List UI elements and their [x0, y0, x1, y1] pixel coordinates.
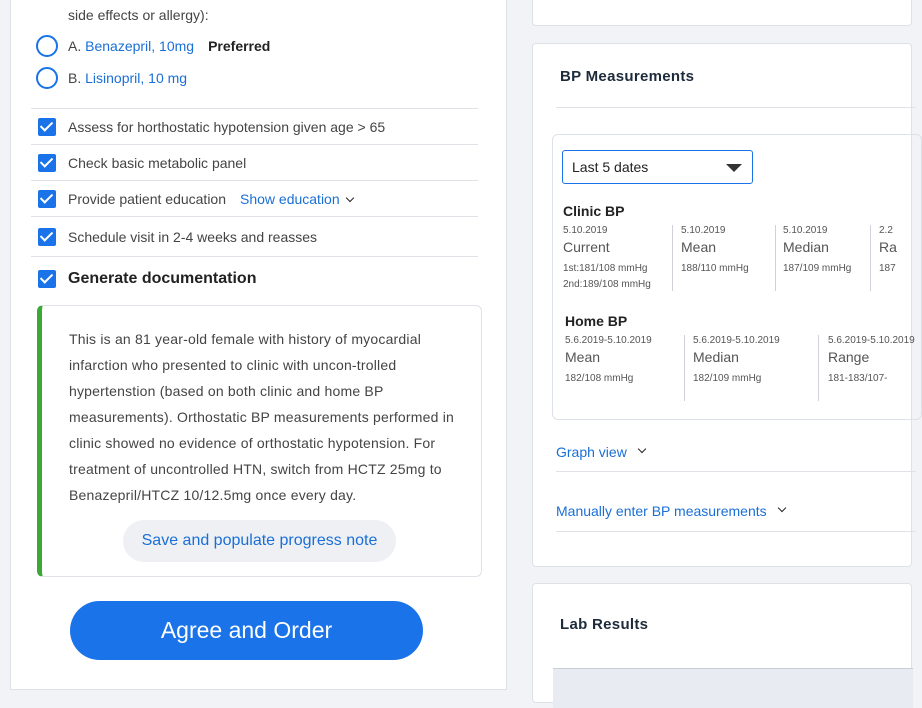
home-range-label: Range — [828, 349, 870, 365]
clinic-range-label: Ra — [879, 239, 897, 255]
check-label-documentation: Generate documentation — [68, 269, 257, 287]
option-a-drug[interactable]: Benazepril, 10mg — [85, 38, 195, 54]
bp-title: BP Measurements — [560, 68, 695, 85]
option-b-drug[interactable]: Lisinopril, 10 mg — [85, 70, 188, 86]
lab-table-header — [553, 668, 913, 708]
check-label-bmp: Check basic metabolic panel — [68, 154, 247, 171]
clinic-range-value: 187 — [879, 263, 896, 274]
home-mean-date: 5.6.2019-5.10.2019 — [565, 335, 652, 346]
home-range-date: 5.6.2019-5.10.2019 — [828, 335, 915, 346]
home-col-range — [828, 335, 915, 387]
divider — [556, 531, 916, 532]
graph-view-toggle[interactable] — [556, 444, 645, 460]
check-row-education[interactable] — [31, 180, 478, 216]
previous-card — [532, 0, 912, 26]
treatment-panel — [10, 0, 507, 690]
column-divider — [870, 225, 871, 291]
clinic-current-value-2: 2nd:189/108 mmHg — [563, 279, 651, 290]
home-mean-label: Mean — [565, 349, 601, 365]
agree-and-order-button[interactable]: Agree and Order — [70, 601, 423, 660]
clinic-mean-date: 5.10.2019 — [681, 225, 726, 236]
checkbox-schedule[interactable] — [38, 228, 56, 246]
clinic-median-label: Median — [783, 239, 829, 255]
home-col-median — [693, 335, 780, 387]
radio-a[interactable] — [36, 35, 58, 57]
divider — [556, 471, 916, 472]
check-label-orthostatic: Assess for horthostatic hypotension given age > 65 — [68, 118, 386, 135]
clinic-col-median — [783, 225, 851, 277]
lab-title: Lab Results — [560, 616, 649, 633]
checkbox-education[interactable] — [38, 190, 56, 208]
clinic-current-label: Current — [563, 239, 610, 255]
manual-entry-label: Manually enter BP measurements — [556, 503, 767, 519]
clinic-current-value-1: 1st:181/108 mmHg — [563, 263, 648, 274]
clinic-range-date: 2.2 — [879, 225, 893, 236]
date-range-dropdown[interactable] — [562, 150, 753, 184]
check-row-orthostatic[interactable] — [31, 108, 478, 144]
home-range-value: 181-183/107- — [828, 373, 888, 384]
clinic-median-date: 5.10.2019 — [783, 225, 828, 236]
chevron-down-icon — [638, 445, 646, 453]
option-b-letter: B. — [68, 70, 82, 86]
chevron-down-icon — [777, 504, 785, 512]
check-row-schedule[interactable] — [31, 216, 478, 256]
clinic-col-range — [879, 225, 897, 277]
option-b[interactable] — [36, 67, 187, 89]
lab-results-card — [532, 583, 912, 703]
clinic-mean-value: 188/110 mmHg — [681, 263, 749, 274]
check-label-education: Provide patient education — [68, 190, 226, 207]
save-progress-note-button[interactable]: Save and populate progress note — [123, 520, 396, 562]
show-education-link[interactable] — [240, 191, 353, 207]
option-a[interactable] — [36, 35, 270, 57]
chevron-down-icon — [345, 193, 353, 201]
documentation-box — [37, 305, 482, 577]
home-median-label: Median — [693, 349, 739, 365]
clinic-col-current — [563, 225, 651, 293]
clinic-bp-title: Clinic BP — [563, 203, 625, 219]
checkbox-bmp[interactable] — [38, 154, 56, 172]
graph-view-label: Graph view — [556, 444, 627, 460]
check-label-schedule: Schedule visit in 2-4 weeks and reasses — [68, 228, 318, 245]
check-row-documentation[interactable] — [31, 256, 478, 300]
divider — [556, 107, 916, 108]
bp-measurements-card — [532, 43, 915, 567]
manual-entry-toggle[interactable] — [556, 503, 785, 519]
preferred-tag: Preferred — [208, 38, 271, 54]
clinic-col-mean — [681, 225, 749, 277]
column-divider — [775, 225, 776, 291]
column-divider — [672, 225, 673, 291]
column-divider — [818, 335, 819, 401]
question-text: side effects or allergy): — [68, 7, 209, 23]
home-median-date: 5.6.2019-5.10.2019 — [693, 335, 780, 346]
documentation-text: This is an 81 year-old female with history of myocardial infarction who presented to clinic with uncon-trolled hypertenstion (based on both clinic and home BP measurements). Orthostatic BP measurements performed in clinic showed no evidence of orthostatic hypotension. For treatment of uncontrolled HTN, switch from HCTZ 25mg to Benazepril/HTCZ 10/12.5mg once every day. — [69, 331, 455, 503]
home-mean-value: 182/108 mmHg — [565, 373, 634, 384]
radio-b[interactable] — [36, 67, 58, 89]
clinic-mean-label: Mean — [681, 239, 717, 255]
column-divider — [684, 335, 685, 401]
home-bp-title: Home BP — [565, 313, 628, 329]
clinic-median-value: 187/109 mmHg — [783, 263, 852, 274]
checkbox-orthostatic[interactable] — [38, 118, 56, 136]
bp-summary-box — [552, 134, 922, 420]
option-a-letter: A. — [68, 38, 82, 54]
dropdown-value: Last 5 dates — [572, 159, 649, 175]
show-education-label: Show education — [240, 190, 340, 207]
home-median-value: 182/109 mmHg — [693, 373, 762, 384]
check-row-bmp[interactable] — [31, 144, 478, 180]
clinic-current-date: 5.10.2019 — [563, 225, 608, 236]
home-col-mean — [565, 335, 652, 387]
checkbox-documentation[interactable] — [38, 270, 56, 288]
caret-down-icon — [726, 164, 742, 172]
